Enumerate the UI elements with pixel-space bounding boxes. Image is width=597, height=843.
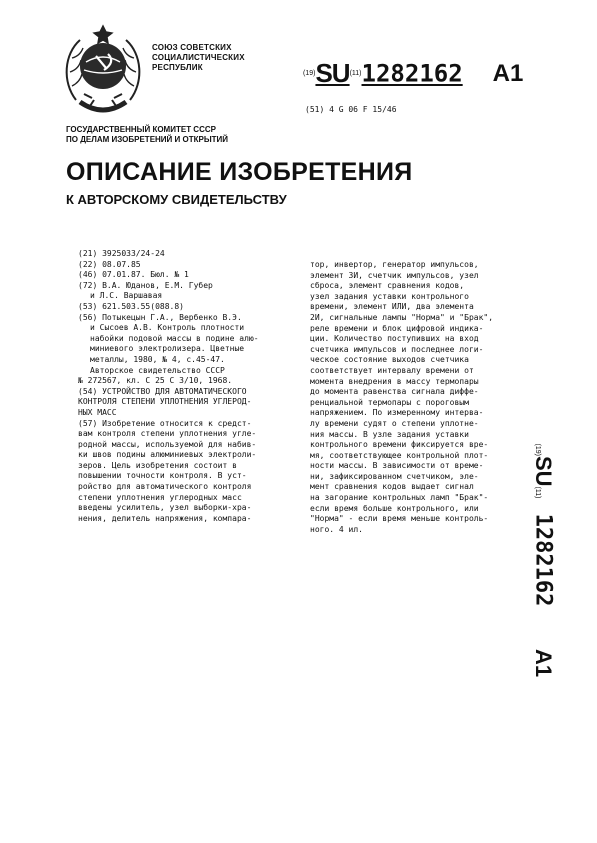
abstract-line: "Норма" - если время меньше контроль- <box>310 514 489 524</box>
left-column <box>78 249 290 524</box>
code-11: (11) <box>349 70 362 77</box>
committee-name <box>66 125 228 145</box>
abstract-line: счетчика импульсов и последнее логи- <box>310 344 484 354</box>
bib-line: (46) 07.01.87. Бюл. № 1 <box>78 270 189 280</box>
side-su-text: SU <box>531 455 556 487</box>
abstract-line: ренциальной термопары с пороговым <box>310 397 469 407</box>
bib-line: (54) УСТРОЙСТВО ДЛЯ АВТОМАТИЧЕСКОГО <box>78 386 247 396</box>
patent-number: 1282162 <box>361 59 463 88</box>
abstract-line: ни, зафиксированном счетчиком, эле- <box>310 471 479 481</box>
abstract-line: элемент ЗИ, счетчик импульсов, узел <box>310 270 479 280</box>
abstract-line: степени уплотнения углеродных масс <box>78 492 242 502</box>
country-code: SU <box>315 58 350 88</box>
ipc-classification: (51) 4 G 06 F 15/46 <box>305 105 397 114</box>
side-number-text: 1282162 <box>530 513 556 607</box>
bib-line: (56) Потыкецын Г.А., Вербенко В.Э. <box>78 312 242 322</box>
abstract-line: сброса, элемент сравнения кодов, <box>310 281 465 291</box>
bib-line: КОНТРОЛЯ СТЕПЕНИ УПЛОТНЕНИЯ УГЛЕРОД- <box>78 397 252 407</box>
bib-line: миниевого электролизера. Цветные <box>90 344 245 354</box>
abstract-line: тор, инвертор, генератор импульсов, <box>310 260 479 269</box>
side-code-19: (19) <box>534 443 541 456</box>
abstract-line: зеров. Цель изобретения состоит в <box>78 460 237 470</box>
country-name <box>152 43 245 73</box>
bib-line: металлы, 1980, № 4, с.45-47. <box>90 354 225 364</box>
bib-line: Авторское свидетельство СССР <box>90 365 225 375</box>
bib-line: и Сысоев А.В. Контроль плотности <box>90 323 245 333</box>
abstract-line: ния массы. В узле задания уставки <box>310 429 469 439</box>
ussr-emblem-icon <box>62 20 144 116</box>
abstract-line: мя, соответствующее контрольной плот- <box>310 450 489 460</box>
document-title: ОПИСАНИЕ ИЗОБРЕТЕНИЯ <box>66 158 413 186</box>
side-country-code <box>532 436 554 506</box>
abstract-line: введены усилитель, узел выборки-хра- <box>78 503 252 513</box>
committee-line: ГОСУДАРСТВЕННЫЙ КОМИТЕТ СССР <box>66 125 216 134</box>
bib-line: (53) 621.503.55(088.8) <box>78 301 184 311</box>
abstract-line: момента внедрения в массу термопары <box>310 376 479 386</box>
country-line: РЕСПУБЛИК <box>152 63 203 72</box>
abstract-line: до момента равенства сигнала диффе- <box>310 387 479 397</box>
abstract-line: на загорание контрольных ламп "Брак"- <box>310 493 489 503</box>
kind-code: A1 <box>492 59 524 87</box>
document-number <box>303 58 523 89</box>
side-kind-text: A1 <box>531 648 556 677</box>
abstract-line: узел задания уставки контрольного <box>310 291 469 301</box>
abstract-line: нения, делитель напряжения, компара- <box>78 513 252 523</box>
abstract-line: повышении точности контроля. В уст- <box>78 471 247 481</box>
bib-line: и Л.С. Варшавая <box>90 291 163 301</box>
bib-line: № 272567, кл. С 25 С 3/10, 1968. <box>78 376 233 386</box>
bib-line: (21) 3925033/24-24 <box>78 249 165 258</box>
abstract-line: ности массы. В зависимости от време- <box>310 461 484 471</box>
abstract-line: ки швов подины алюминиевых электроли- <box>78 450 257 460</box>
abstract-line: (57) Изобретение относится к средст- <box>78 418 252 428</box>
right-column <box>310 260 530 535</box>
abstract-line: мент сравнения кодов выдает сигнал <box>310 482 474 492</box>
abstract-line: ции. Количество поступивших на вход <box>310 334 479 344</box>
abstract-line: родной массы, используемой для набив- <box>78 439 257 449</box>
bib-line: (72) В.А. Юданов, Е.М. Губер <box>78 280 213 290</box>
code-19: (19) <box>303 70 316 77</box>
side-patent-number <box>532 505 554 615</box>
abstract-line: соответствует интервалу времени от <box>310 365 474 375</box>
country-line: СОЦИАЛИСТИЧЕСКИХ <box>152 53 245 62</box>
document-subtitle: К АВТОРСКОМУ СВИДЕТЕЛЬСТВУ <box>66 192 287 207</box>
abstract-line: лу времени судят о степени уплотне- <box>310 418 479 428</box>
abstract-line: если время больше контрольного, или <box>310 503 479 513</box>
abstract-line: реле времени и блок цифровой индика- <box>310 323 484 333</box>
abstract-line: ройство для автоматического контроля <box>78 482 252 492</box>
bib-line: (22) 08.07.85 <box>78 259 141 269</box>
bib-line: набойки подовой массы в подине алю- <box>90 333 259 343</box>
side-kind-code <box>532 640 554 685</box>
abstract-line: времени, элемент ИЛИ, два элемента <box>310 302 474 312</box>
committee-line: ПО ДЕЛАМ ИЗОБРЕТЕНИЙ И ОТКРЫТИЙ <box>66 135 229 144</box>
country-line: СОЮЗ СОВЕТСКИХ <box>152 43 232 52</box>
bib-line: НЫХ МАСС <box>78 407 117 417</box>
abstract-line: ческое состояние выходов счетчика <box>310 355 469 365</box>
abstract-line: 2И, сигнальные лампы "Норма" и "Брак", <box>310 312 494 322</box>
abstract-line: напряжением. По измеренному интерва- <box>310 408 484 418</box>
side-code-11: (11) <box>534 486 541 499</box>
abstract-line: контрольного времени фиксируется вре- <box>310 440 489 450</box>
abstract-line: вам контроля степени уплотнения угле- <box>78 429 257 439</box>
abstract-line: ного. 4 ил. <box>310 524 363 534</box>
